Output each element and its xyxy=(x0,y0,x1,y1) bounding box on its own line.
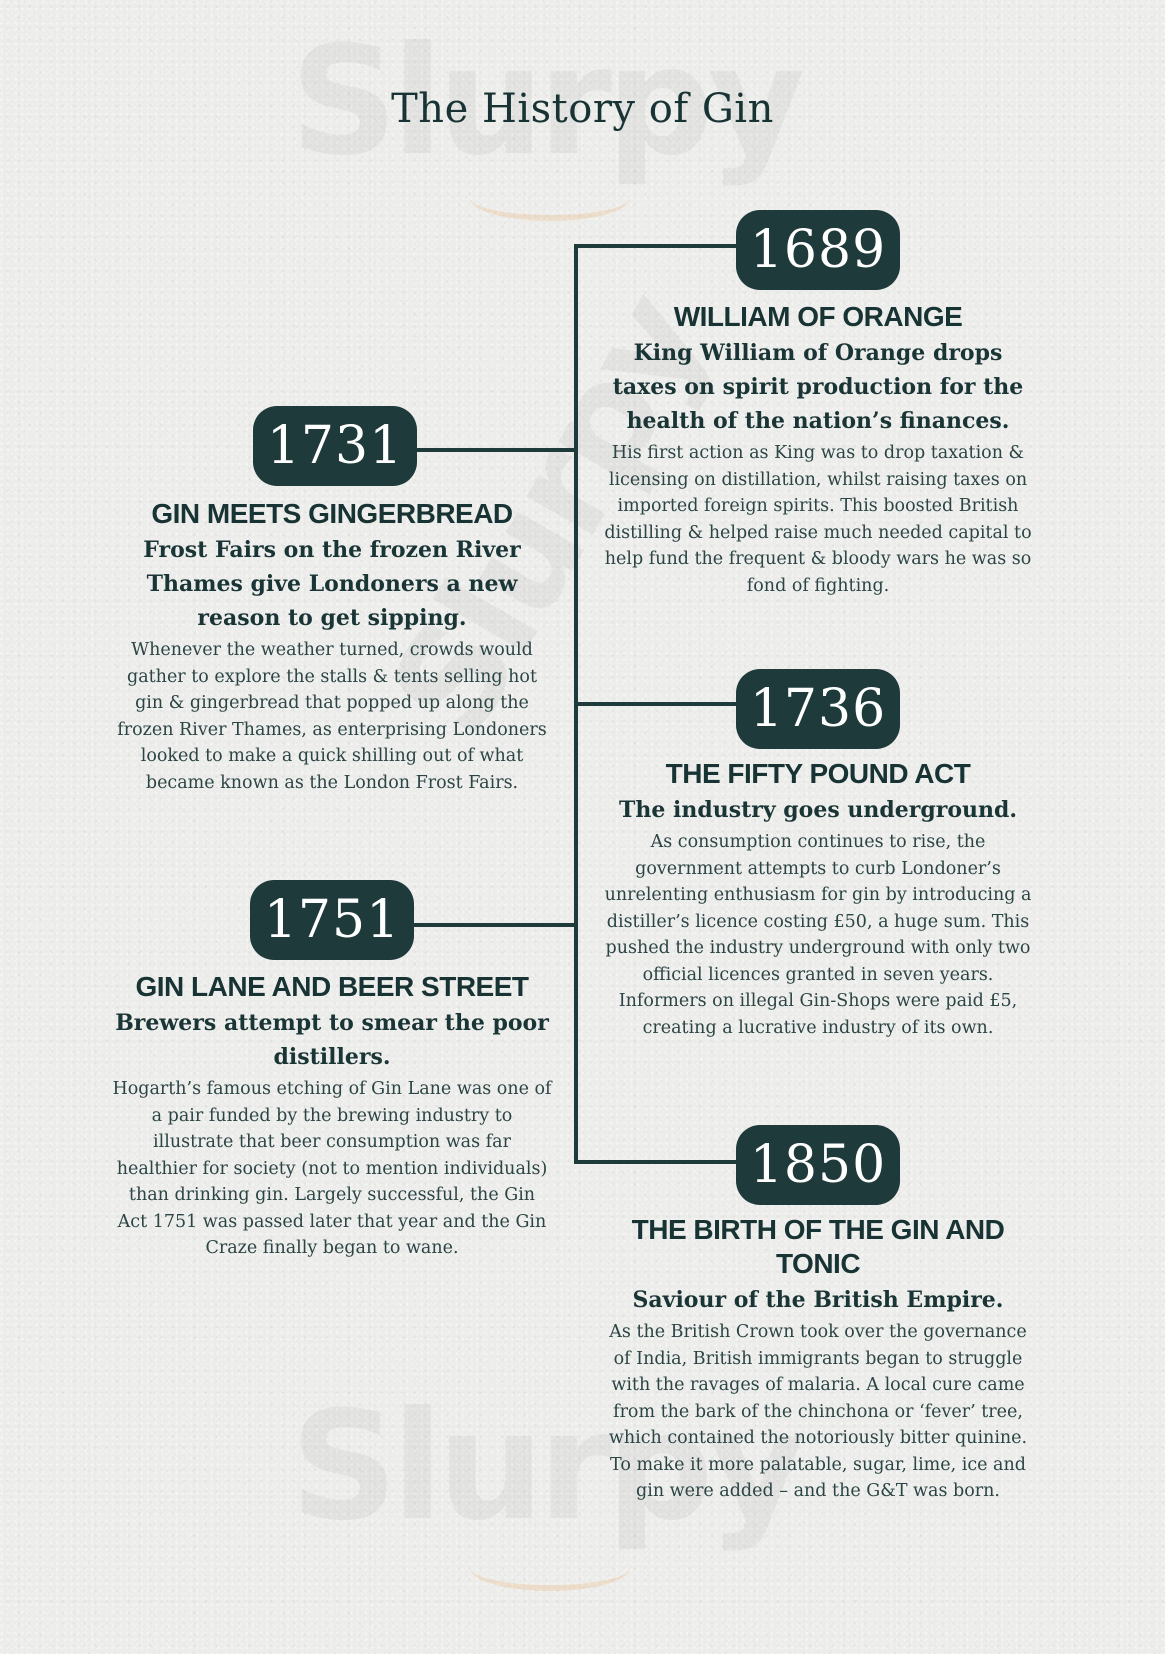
entry-body: Hogarth’s famous etching of Gin Lane was one of a pair funded by the brewing industry to illustrate that beer consumption was far healthier for society (not to mention individuals) than drinking gin. Largely successful, the Gin Act 1751 was passed later that year and the Gin Craze finally began to wane. xyxy=(112,1079,552,1258)
entry-heading: GIN LANE AND BEER STREET xyxy=(135,971,529,1002)
timeline-entry-1850 xyxy=(598,1213,1038,1505)
timeline-connector-1736 xyxy=(574,702,746,706)
timeline-connector-1731 xyxy=(412,448,578,452)
watermark-swash-top xyxy=(470,175,630,221)
entry-subtitle: Saviour of the British Empire. xyxy=(632,1287,1004,1313)
year-badge-1751: 1751 xyxy=(250,880,414,960)
year-badge-1850: 1850 xyxy=(736,1125,900,1205)
entry-body: As the British Crown took over the governance of India, British immigrants began to struggle with the ravages of malaria. A local cure came from the bark of the chinchona or ‘fever’ tree, which contained the notoriously bitter quinine. To make it more palatable, sugar, lime, ice and gin were added – and the G&T was born. xyxy=(608,1322,1028,1501)
entry-heading: WILLIAM OF ORANGE xyxy=(673,301,963,332)
entry-subtitle: Frost Fairs on the frozen River Thames give Londoners a new reason to get sipping. xyxy=(143,537,521,631)
page-title: The History of Gin xyxy=(391,86,774,132)
timeline-entry-1689 xyxy=(598,300,1038,599)
entry-heading: THE BIRTH OF THE GIN AND TONIC xyxy=(631,1214,1005,1279)
entry-body: His first action as King was to drop taxation & licensing on distillation, whilst raising taxes on imported foreign spirits. This boosted British distilling & helped raise much needed capital to help fund the frequent & bloody wars he was so fond of fighting. xyxy=(604,443,1032,596)
timeline-connector-1751 xyxy=(412,923,578,927)
watermark-swash-bottom xyxy=(470,1545,630,1591)
entry-subtitle: Brewers attempt to smear the poor distillers. xyxy=(115,1010,549,1070)
entry-body: As consumption continues to rise, the government attempts to curb Londoner’s unrelenting enthusiasm for gin by introducing a distiller’s licence costing £50, a huge sum. This pushed the industry underground with only two official licences granted in seven years. Informers on illegal Gin-Shops were paid £5, creating a lucrative industry of its own. xyxy=(604,832,1032,1038)
year-badge-1689: 1689 xyxy=(736,210,900,290)
entry-heading: THE FIFTY POUND ACT xyxy=(665,758,971,789)
entry-heading: GIN MEETS GINGERBREAD xyxy=(151,498,513,529)
entry-subtitle: The industry goes underground. xyxy=(618,797,1018,823)
year-badge-1731: 1731 xyxy=(253,406,417,486)
year-badge-1736: 1736 xyxy=(736,669,900,749)
entry-subtitle: King William of Orange drops taxes on spirit production for the health of the nation’s finances. xyxy=(612,340,1024,434)
timeline-entry-1736 xyxy=(598,757,1038,1041)
timeline-connector-1850 xyxy=(574,1160,746,1164)
timeline-entry-1751 xyxy=(112,970,552,1262)
timeline-connector-1689 xyxy=(574,244,746,248)
timeline-entry-1731 xyxy=(112,497,552,796)
entry-body: Whenever the weather turned, crowds would gather to explore the stalls & tents selling hot gin & gingerbread that popped up along the frozen River Thames, as enterprising Londoners looked to make a quick shilling out of what became known as the London Frost Fairs. xyxy=(117,640,547,793)
